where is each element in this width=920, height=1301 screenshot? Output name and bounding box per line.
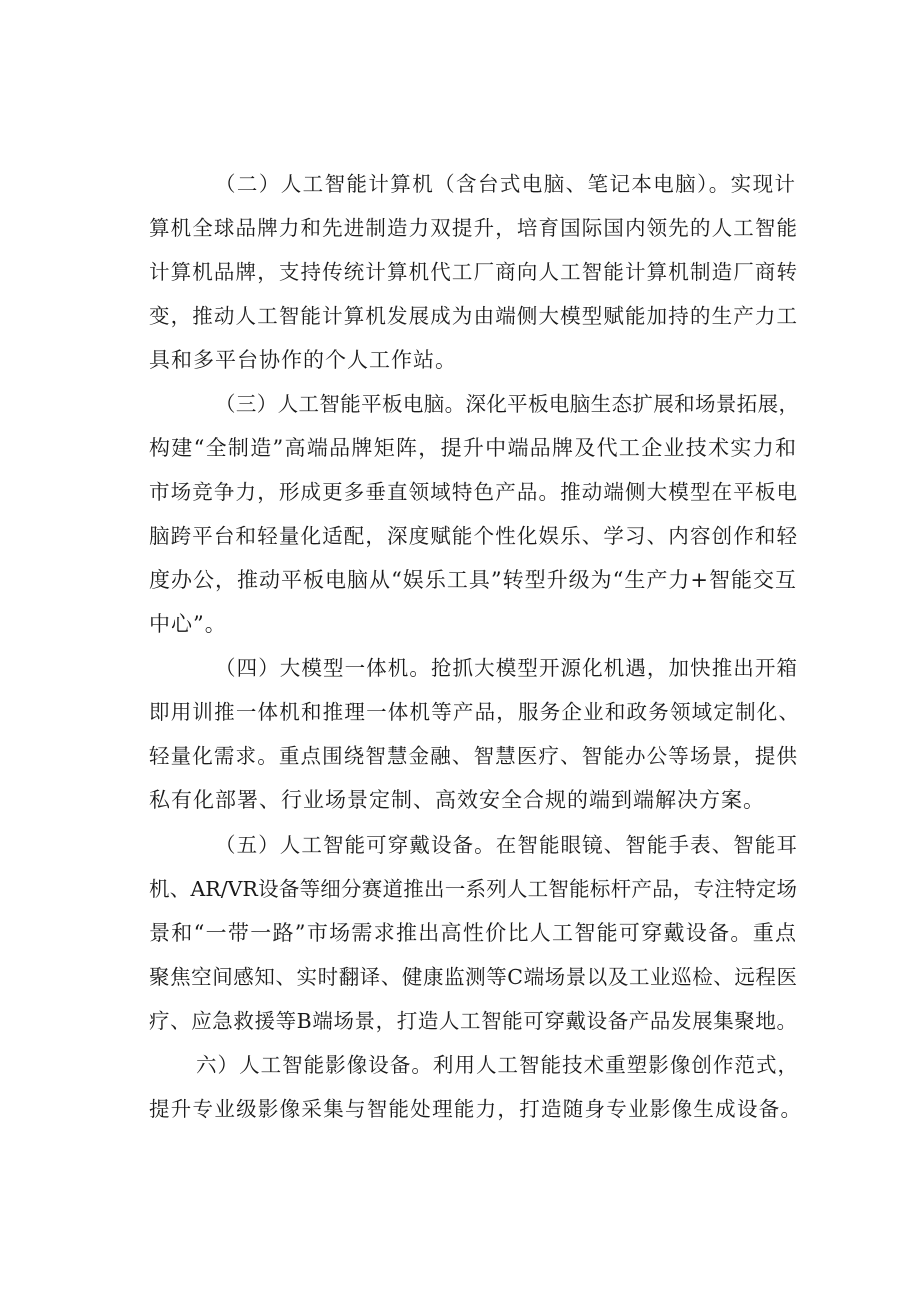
paragraph-ai-computer-line-5: 具和多平台协作的个人工作站。 <box>149 348 457 372</box>
paragraph-llm-appliance-line-1: （四）大模型一体机。抢抓大模型开源化机遇，加快推出开箱 <box>215 656 797 680</box>
paragraph-ai-wearable-line-4: 聚焦空间感知、实时翻译、健康监测等C端场景以及工业巡检、远程医 <box>149 965 797 989</box>
paragraph-ai-tablet-line-4: 脑跨平台和轻量化适配，深度赋能个性化娱乐、学习、内容创作和轻 <box>149 524 797 548</box>
paragraph-ai-imaging-line-2: 提升专业级影像采集与智能处理能力，打造随身专业影像生成设备。 <box>149 1097 801 1121</box>
paragraph-ai-tablet-line-5: 度办公，推动平板电脑从“娱乐工具”转型升级为“生产力+智能交互 <box>149 568 797 592</box>
paragraph-ai-tablet-line-1: （三）人工智能平板电脑。深化平板电脑生态扩展和场景拓展， <box>215 392 799 416</box>
paragraph-ai-tablet-line-3: 市场竞争力，形成更多垂直领域特色产品。推动端侧大模型在平板电 <box>149 480 797 504</box>
paragraph-ai-tablet-line-6: 中心”。 <box>149 612 227 636</box>
paragraph-ai-imaging-line-1: 六）人工智能影像设备。利用人工智能技术重塑影像创作范式， <box>196 1053 798 1077</box>
paragraph-ai-wearable-line-5: 疗、应急救援等B端场景，打造人工智能可穿戴设备产品发展集聚地。 <box>149 1009 797 1033</box>
paragraph-ai-wearable-line-1: （五）人工智能可穿戴设备。在智能眼镜、智能手表、智能耳 <box>215 833 797 857</box>
paragraph-llm-appliance-line-2: 即用训推一体机和推理一体机等产品，服务企业和政务领域定制化、 <box>149 700 799 724</box>
paragraph-llm-appliance-line-3: 轻量化需求。重点围绕智慧金融、智慧医疗、智能办公等场景，提供 <box>149 744 797 768</box>
paragraph-ai-computer-line-2: 算机全球品牌力和先进制造力双提升，培育国际国内领先的人工智能 <box>149 216 797 240</box>
paragraph-ai-computer-line-1: （二）人工智能计算机（含台式电脑、笔记本电脑）。实现计 <box>215 172 795 196</box>
paragraph-ai-computer-line-4: 变，推动人工智能计算机发展成为由端侧大模型赋能加持的生产力工 <box>149 304 797 328</box>
paragraph-ai-wearable-line-2: 机、AR/VR设备等细分赛道推出一系列人工智能标杆产品，专注特定场 <box>149 877 797 901</box>
paragraph-ai-tablet-line-2: 构建“全制造”高端品牌矩阵，提升中端品牌及代工企业技术实力和 <box>149 436 797 460</box>
paragraph-ai-computer-line-3: 计算机品牌，支持传统计算机代工厂商向人工智能计算机制造厂商转 <box>149 260 797 284</box>
paragraph-ai-wearable-line-3: 景和“一带一路”市场需求推出高性价比人工智能可穿戴设备。重点 <box>149 921 797 945</box>
paragraph-llm-appliance-line-4: 私有化部署、行业场景定制、高效安全合规的端到端解决方案。 <box>149 788 765 812</box>
